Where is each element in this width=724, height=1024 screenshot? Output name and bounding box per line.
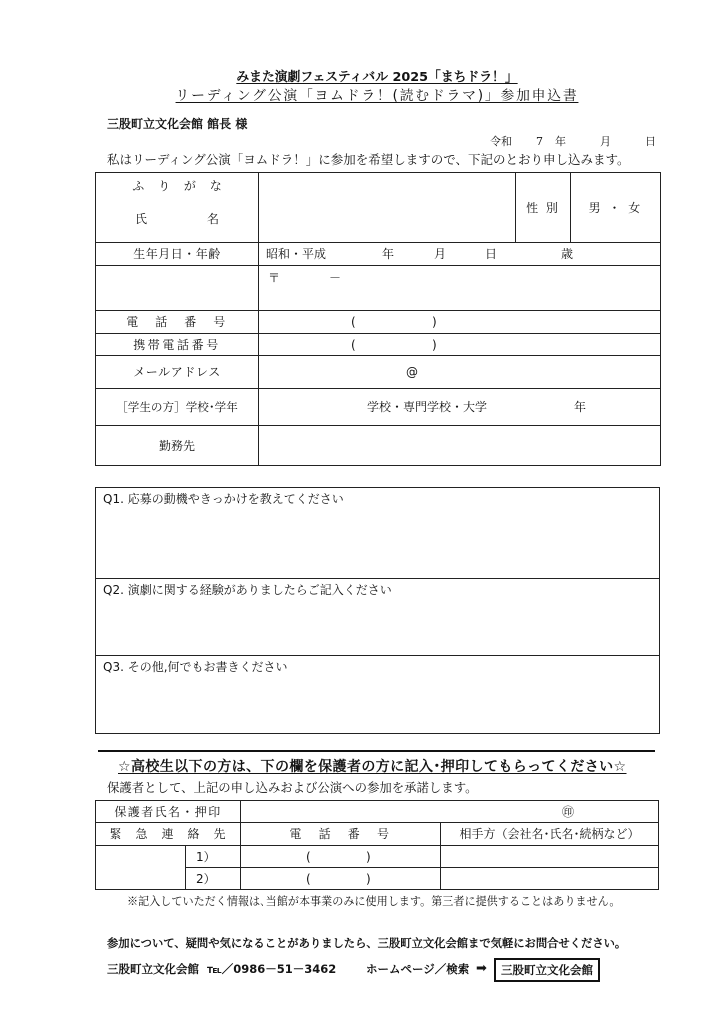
guardian-notice: ☆高校生以下の方は、下の欄を保護者の方に記入･押印してもらってください☆ [118, 759, 627, 775]
email-label: メールアドレス [96, 356, 259, 389]
birth-label: 生年月日・年齢 [96, 243, 259, 266]
gender-label: 性 別 [516, 173, 571, 243]
birth-month-unit: 月 [434, 247, 447, 261]
emergency-row-2-paren-open: ( [306, 871, 311, 886]
arrow-right-icon: ➡ [476, 961, 487, 976]
email-at-sign: @ [406, 365, 418, 379]
search-keyword-box: 三股町立文化会館 [494, 958, 600, 982]
question-2-label: Q2. 演劇に関する経験がありましたらご記入ください [103, 583, 392, 597]
emergency-contact-label: 緊 急 連 絡 先 [96, 823, 241, 846]
title-line-1 [30, 66, 724, 87]
phone-paren-open: ( [351, 315, 356, 329]
furigana-label: ふ り が な [132, 179, 227, 193]
mobile-row [96, 334, 661, 356]
mobile-label: 携帯電話番号 [96, 334, 259, 356]
intro-statement: 私はリーディング公演「ヨムドラ！」に参加を希望しますので、下記のとおり申し込みます。 [107, 152, 630, 167]
age-unit: 歳 [561, 247, 574, 261]
birth-entry-cell [259, 243, 661, 266]
gender-options: 男 ・ 女 [571, 173, 661, 243]
birth-year-unit: 年 [382, 247, 395, 261]
form-title: リーディング公演「ヨムドラ！(読むドラマ)」参加申込書 [175, 88, 579, 104]
mobile-paren-close: ) [432, 337, 437, 352]
emergency-row-1-paren-close: ) [366, 849, 371, 864]
date-year: 7 [536, 135, 543, 148]
festival-title: みまた演劇フェスティバル 2025「まちドラ！」 [236, 70, 518, 85]
phone-label: 電 話 番 号 [96, 311, 259, 334]
date-month-unit: 月 [600, 135, 611, 148]
postal-mark: 〒 [268, 271, 281, 285]
birth-era-options: 昭和・平成 [266, 247, 327, 261]
address-entry-cell [259, 266, 661, 311]
emergency-header-row [96, 823, 659, 846]
guardian-name-seal-label: 保護者氏名・押印 [96, 801, 241, 823]
workplace-label: 勤務先 [96, 426, 259, 466]
mobile-paren-open: ( [351, 337, 356, 352]
question-3-area [96, 656, 659, 733]
questions-box [95, 487, 660, 734]
email-row [96, 356, 661, 389]
emergency-contact-header: 相手方（会社名･氏名･続柄など） [441, 823, 659, 846]
date-year-unit: 年 [555, 135, 566, 148]
title-line-2 [30, 85, 724, 105]
emergency-row-1 [96, 846, 659, 868]
emergency-row-2-index: 2） [186, 868, 241, 890]
address-label-cell [96, 266, 259, 311]
question-1-area [96, 488, 659, 579]
emergency-row-2-phone-cell [241, 868, 441, 890]
emergency-row-2-paren-close: ) [366, 871, 371, 886]
date-day-unit: 日 [645, 135, 656, 148]
phone-entry-cell [259, 311, 661, 334]
phone-paren-close: ) [432, 315, 437, 329]
seal-mark-icon: ㊞ [562, 804, 575, 819]
question-3-label: Q3. その他,何でもお書きください [103, 660, 288, 674]
applicant-info-table [95, 172, 661, 466]
emergency-row-1-phone-cell [241, 846, 441, 868]
student-row [96, 389, 661, 426]
birth-day-unit: 日 [485, 247, 498, 261]
emergency-blank-cell [96, 846, 186, 890]
guardian-name-entry-cell [241, 801, 659, 823]
date-era: 令和 [490, 135, 512, 148]
question-1-label: Q1. 応募の動機やきっかけを教えてください [103, 492, 344, 506]
footer-telephone: ℡／0986－51－3462 [207, 962, 337, 976]
emergency-row-2-contact-cell [441, 868, 659, 890]
emergency-row-1-index: 1） [186, 846, 241, 868]
name-label-cell [96, 173, 259, 243]
inquiry-message: 参加について、疑問や気になることがありましたら、三股町立文化会館まで気軽にお問合せください。 [107, 937, 627, 950]
workplace-row [96, 426, 661, 466]
guardian-table [95, 800, 659, 890]
phone-row [96, 311, 661, 334]
name-row [96, 173, 661, 243]
student-entry-cell [259, 389, 661, 426]
privacy-note: ※記入していただく情報は､当館が本事業のみに使用します。第三者に提供することはありません。 [127, 895, 621, 908]
mobile-entry-cell [259, 334, 661, 356]
footer-org-name: 三股町立文化会館 [107, 962, 199, 976]
emergency-row-1-contact-cell [441, 846, 659, 868]
footer-homepage-label: ホームページ／検索 [366, 962, 470, 976]
guardian-name-row [96, 801, 659, 823]
student-label: ［学生の方］学校･学年 [96, 389, 259, 426]
email-entry-cell [259, 356, 661, 389]
address-row [96, 266, 661, 311]
school-type-options: 学校・専門学校・大学 [367, 400, 488, 414]
grade-unit: 年 [574, 400, 587, 414]
addressee: 三股町立文化会館 館長 様 [107, 117, 248, 131]
name-label: 氏 名 [134, 212, 225, 226]
guardian-consent: 保護者として、上記の申し込みおよび公演への参加を承諾します。 [107, 780, 478, 795]
emergency-phone-header: 電 話 番 号 [241, 823, 441, 846]
workplace-entry-cell [259, 426, 661, 466]
postal-dash: － [329, 271, 342, 285]
name-entry-cell [259, 173, 516, 243]
section-divider [98, 750, 655, 752]
emergency-row-1-paren-open: ( [306, 849, 311, 864]
birth-row [96, 243, 661, 266]
question-2-area [96, 579, 659, 656]
